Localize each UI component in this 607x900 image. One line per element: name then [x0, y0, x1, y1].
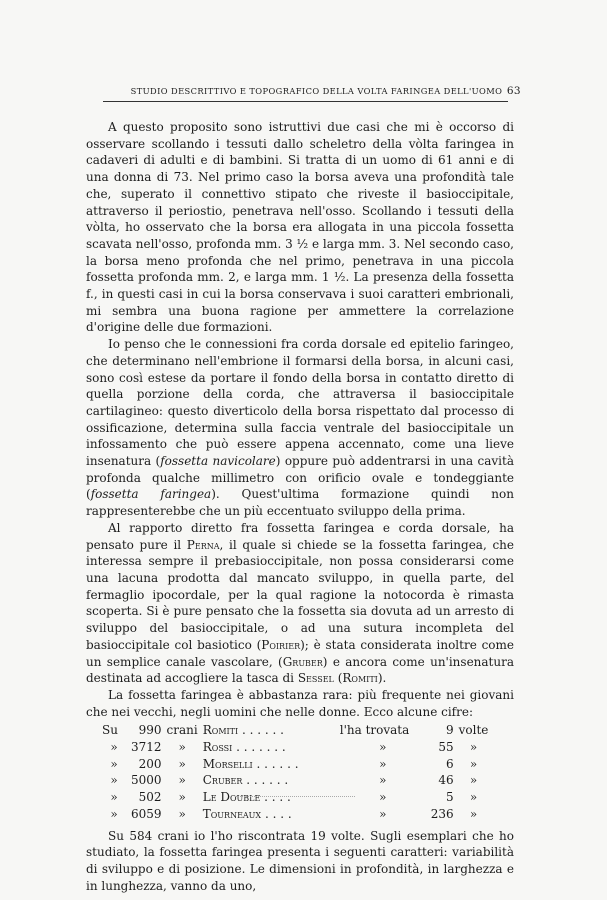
unit-label: » — [178, 790, 186, 805]
found-label: » — [379, 773, 387, 788]
row-suffix: » — [469, 773, 478, 788]
table-row — [102, 806, 493, 823]
text-span: ) e ancora come un'insenatura destinata ad accogliere la tasca di — [86, 654, 514, 686]
term-fossetta-faringea: fossetta faringea — [90, 487, 212, 502]
author-name: Romiti — [202, 723, 239, 738]
found-count: 55 — [438, 740, 454, 755]
term-fossetta-navicolare: fossetta navicolare — [160, 454, 276, 469]
text-span: ( — [333, 671, 343, 686]
table-row — [102, 722, 493, 739]
row-suffix: » — [469, 756, 478, 771]
header-rule — [103, 101, 508, 102]
row-suffix: » — [469, 740, 478, 755]
found-count: 236 — [430, 806, 454, 821]
table-row — [102, 756, 493, 773]
skull-count: 6059 — [131, 806, 162, 821]
found-label: » — [379, 806, 387, 821]
text-span: Io penso che le connessioni fra corda dorsale ed epitelio faringeo, che determinano nell'embrione il formarsi della borsa, in alcuni casi, sono così estese da portare il fondo della borsa in contatto diretto di quella porzione della corda, che attraversa il basioccipitale cartilagineo: questo diverticolo della borsa rispettato dal processo di ossificazione, determina sulla faccia ventrale del basioccipitale un infossamento che può essere appena accennato, come una lieve insenatura ( — [86, 337, 514, 469]
leader-dots: . . . . . . — [246, 773, 289, 788]
paragraph-3 — [86, 520, 514, 687]
row-prefix: Su — [102, 723, 118, 738]
running-header — [112, 86, 521, 96]
row-prefix: » — [110, 790, 118, 805]
page-number: 63 — [506, 85, 521, 97]
author-perna: Perna — [186, 537, 220, 552]
unit-label: » — [178, 806, 186, 821]
row-suffix: » — [469, 806, 478, 821]
author-poirier: Poirier — [261, 637, 301, 652]
author-gruber: Gruber — [282, 654, 323, 669]
skull-count: 502 — [138, 790, 162, 805]
body-text — [86, 119, 514, 894]
table-row — [102, 772, 493, 789]
author-romiti: Romiti — [342, 671, 378, 686]
found-count: 5 — [446, 790, 454, 805]
unit-label: » — [178, 773, 186, 788]
author-name: Le Double — [202, 790, 261, 805]
row-suffix: volte — [458, 723, 489, 738]
skull-count: 200 — [138, 756, 162, 771]
skull-count: 990 — [138, 723, 162, 738]
text-span: ). Quest'ultima formazione quindi non rappresenterebbe che un più eccentuato sviluppo della prima. — [86, 487, 514, 519]
row-prefix: » — [110, 740, 118, 755]
row-suffix: » — [469, 790, 478, 805]
skull-count: 5000 — [131, 773, 162, 788]
leader-dots: . . . . — [264, 806, 292, 821]
found-label: » — [379, 740, 387, 755]
table-row — [102, 789, 493, 806]
text-span: ); è stata considerata inoltre come un semplice canale vascolare, ( — [86, 637, 515, 669]
found-count: 6 — [446, 756, 454, 771]
skull-count: 3712 — [131, 740, 162, 755]
row-prefix: » — [110, 773, 118, 788]
found-count: 46 — [438, 773, 454, 788]
unit-label: » — [178, 740, 186, 755]
leader-dots: . . . . — [264, 790, 291, 805]
author-name: Rossi — [202, 740, 233, 755]
unit-label: crani — [166, 723, 198, 738]
found-count: 9 — [446, 723, 454, 738]
paragraph-2 — [86, 336, 514, 520]
text-span: ) oppure può addentrarsi in una cavità profonda qualche millimetro con orificio ovale e tondeggiante ( — [86, 454, 514, 502]
text-span: , il quale si chiede se la fossetta faringea, che interessa sempre il prebasioccipitale, non possa considerarsi come una lacuna prodotta dal mancato sviluppo, in quella parte, del fermaglio ipocordale, per la qual ragione la notocorda è rimasta scoperta. Si è pure pensato che la fossetta sia dovuta ad un arresto di sviluppo del basioccipitale, o ad una sutura incompleta del basioccipitale col basiotico ( — [86, 537, 514, 652]
row-prefix: » — [110, 756, 118, 771]
footer-dotted-rule — [235, 796, 355, 797]
table-row — [102, 739, 493, 756]
text-span: Al rapporto diretto fra fossetta faringea e corda dorsale, ha pensato pure il — [86, 520, 514, 552]
leader-dots: . . . . . . — [256, 756, 299, 771]
unit-label: » — [178, 756, 186, 771]
paragraph-5: Su 584 crani io l'ho riscontrata 19 volte. Sugli esemplari che ho studiato, la fossetta faringea presenta i seguenti caratteri: variabilità di sviluppo e di posizione. Le dimensioni in profondità, in larghezza e in lunghezza, vanno da uno, — [86, 828, 514, 893]
author-sessel: Sessel — [297, 671, 334, 686]
paragraph-4: La fossetta faringea è abbastanza rara: più frequente nei giovani che nei vecchi, negli uomini che nelle donne. Ecco alcune cifre: — [86, 687, 514, 719]
author-name: Cruber — [202, 773, 243, 788]
author-name: Tourneaux — [202, 806, 262, 821]
found-label: » — [379, 756, 387, 771]
running-title: STUDIO DESCRITTIVO E TOPOGRAFICO DELLA VOLTA FARINGEA DELL'UOMO — [130, 86, 503, 96]
skull-count-table — [102, 722, 493, 822]
leader-dots: . . . . . . — [242, 723, 284, 738]
found-label: » — [379, 790, 387, 805]
found-label: l'ha trovata — [339, 723, 410, 738]
author-name: Morselli — [202, 756, 253, 771]
row-prefix: » — [110, 806, 118, 821]
leader-dots: . . . . . . . — [236, 740, 286, 755]
paragraph-1: A questo proposito sono istruttivi due casi che mi è occorso di osservare scollando i tessuti dallo scheletro della vòlta faringea in cadaveri di adulti e di bambini. Si tratta di un uomo di 61 anni e di una donna di 73. Nel primo caso la borsa aveva una profondità tale che, superato il connettivo stipato che riveste il basioccipitale, attraverso il periostio, penetrava nell'osso. Scollando i tessuti della vòlta, ho osservato che la borsa era allogata in una piccola fossetta scavata nell'osso, profonda mm. 3 ½ e larga mm. 3. Nel secondo caso, la borsa meno profonda che nel primo, penetrava in una piccola fossetta profonda mm. 2, e larga mm. 1 ½. La presenza della fossetta f., in questi casi in cui la borsa conservava i suoi caratteri embrionali, mi sembra una buona ragione per ammettere la correlazione d'origine delle due formazioni. — [86, 120, 514, 335]
text-span: ). — [377, 671, 387, 686]
